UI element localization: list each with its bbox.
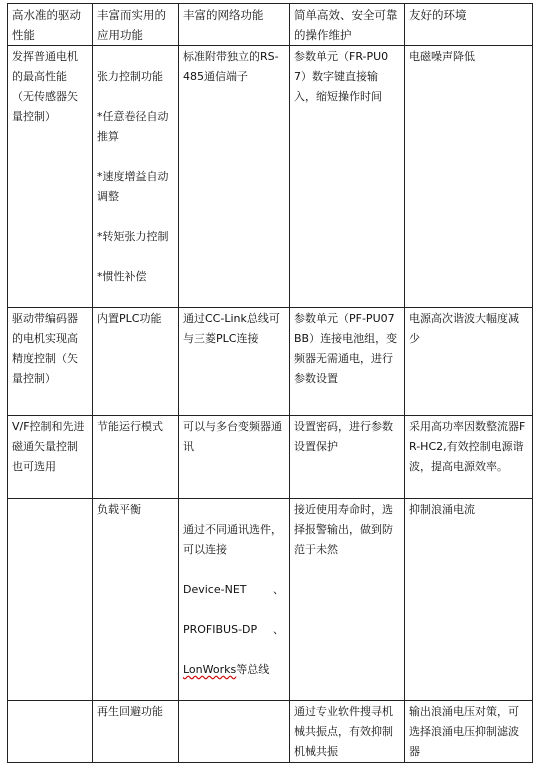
cell-line: [183, 660, 284, 680]
table-row: [8, 308, 533, 416]
table-header-row: [8, 4, 533, 46]
cell-line: Device-NET、: [183, 583, 284, 596]
feature-table: [7, 3, 533, 763]
table-cell: 设置密码，进行参数设置保护: [290, 416, 405, 499]
lonworks-label: LonWorks: [183, 663, 237, 676]
table-row: [8, 701, 533, 763]
table-cell: 驱动带编码器的电机实现高精度控制（矢量控制）: [8, 308, 93, 416]
cell-line-suffix: 等总线: [236, 663, 270, 676]
header-cell: 丰富的网络功能: [179, 4, 290, 46]
table-cell: 电磁噪声降低: [405, 46, 533, 308]
table-cell: [179, 499, 290, 701]
cell-line: *任意卷径自动推算: [97, 110, 169, 143]
header-cell: 友好的环境: [405, 4, 533, 46]
table-cell: V/F控制和先进磁通矢量控制也可选用: [8, 416, 93, 499]
cell-line: *速度增益自动调整: [97, 170, 169, 203]
cell-line: PROFIBUS-DP、: [183, 623, 284, 636]
table-cell: 参数单元（FR-PU07）数字键直接输入，缩短操作时间: [290, 46, 405, 308]
table-cell: 输出浪涌电压对策，可选择浪涌电压抑制滤波器: [405, 701, 533, 763]
table-row: [8, 46, 533, 308]
table-row: [8, 499, 533, 701]
table-cell: 内置PLC功能: [93, 308, 179, 416]
table-cell: 通过CC-Link总线可与三菱PLC连接: [179, 308, 290, 416]
table-cell: [179, 701, 290, 763]
table-cell: 标准附带独立的RS-485通信端子: [179, 46, 290, 308]
table-cell: 负载平衡: [93, 499, 179, 701]
table-cell: 电源高次谐波大幅度减少: [405, 308, 533, 416]
table-cell: 可以与多台变频器通讯: [179, 416, 290, 499]
table-cell: 抑制浪涌电流: [405, 499, 533, 701]
table-cell: [93, 46, 179, 308]
table-cell: 接近使用寿命时，选择报警输出，做到防范于未然: [290, 499, 405, 701]
table-cell: 发挥普通电机的最高性能（无传感器矢量控制）: [8, 46, 93, 308]
cell-line: 通过不同通讯选件，可以连接: [183, 523, 282, 556]
header-cell: 丰富而实用的应用功能: [93, 4, 179, 46]
table-cell: [8, 701, 93, 763]
header-cell: 高水准的驱动性能: [8, 4, 93, 46]
header-cell: 简单高效、安全可靠的操作维护: [290, 4, 405, 46]
table-cell: [8, 499, 93, 701]
cell-line: *转矩张力控制: [97, 230, 169, 243]
table-row: [8, 416, 533, 499]
table-cell: 采用高功率因数整流器FR-HC2,有效控制电源谐波，提高电源效率。: [405, 416, 533, 499]
table-cell: 再生回避功能: [93, 701, 179, 763]
cell-line: 张力控制功能: [97, 70, 163, 83]
table-cell: 通过专业软件搜寻机械共振点，有效抑制机械共振: [290, 701, 405, 763]
cell-line: *惯性补偿: [97, 270, 147, 283]
table-cell: 参数单元（PF-PU07BB）连接电池组，变频器无需通电，进行参数设置: [290, 308, 405, 416]
table-cell: 节能运行模式: [93, 416, 179, 499]
